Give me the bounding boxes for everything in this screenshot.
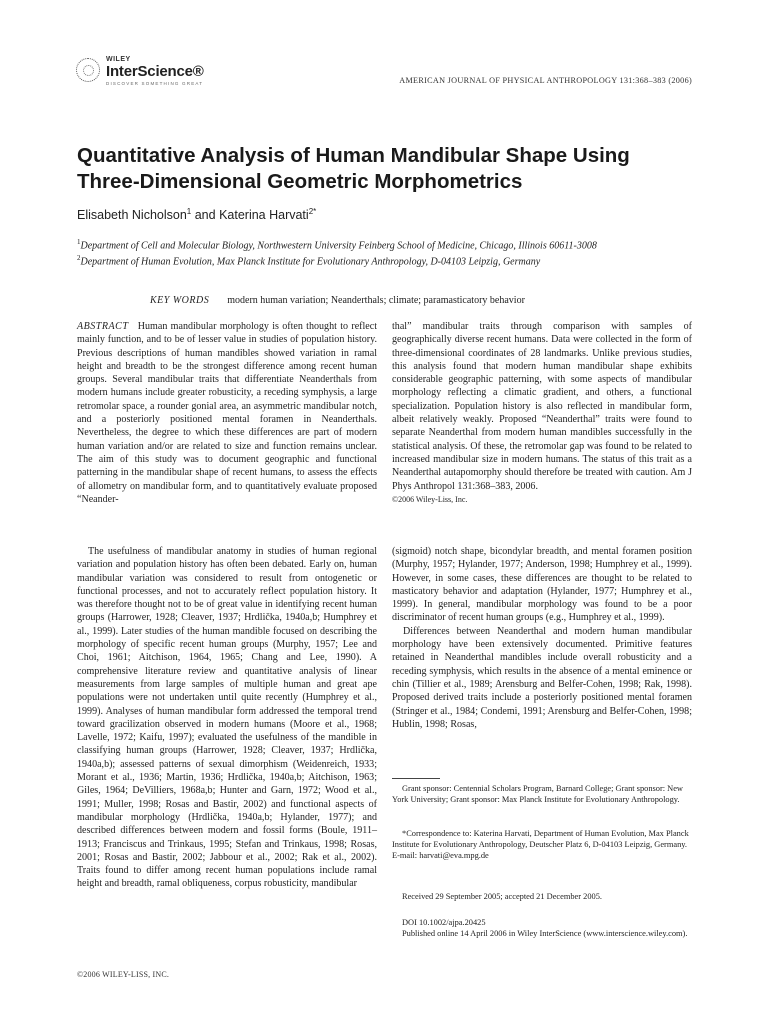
abstract-text-right: thal” mandibular traits through comparison with samples of geographically diverse recent humans. Data were collected in the form of three-dimensional coordinates of 28 landmarks. Unlike previous studies, this analysis found that modern human mandibular shape exhibits considerable geographic patterning, with some aspects of mandibular morphology reflecting a climatic gradient, and others, a functional specialization. Population history is also reflected in mandibular form, albeit relatively weakly. Proposed “Neanderthal” traits were found to separate Neanderthal from modern human mandibles successfully in the statistical analysis. Of these, the retromolar gap was found to be related to increased mandibular size in modern humans. The status of this trait as a Neanderthal autapomorphy should therefore be treated with caution. Am J Phys Anthropol 131:368–383, 2006. <box>392 321 692 492</box>
logo-interscience-text: InterScience® <box>106 63 204 80</box>
keywords-text: modern human variation; Neanderthals; climate; paramasticatory behavior <box>227 295 525 306</box>
keywords-label: KEY WORDS <box>150 295 210 306</box>
body-paragraph: The usefulness of mandibular anatomy in studies of human regional variation and population history has often been debated. Early on, human mandibular variation was considered to result from ontogenetic or functional processes, and not to accurately reflect population history. It was therefore thought not to be of great value in identifying recent human groups (Harrower, 1928; Cleaver, 1937; Hrdlička, 1940a,b; Humphrey et al., 1999). Later studies of the human mandible focused on describing the morphology of specific recent human groups (Murphy, 1957; Lee and Choi, 1961; Aitchison, 1964, 1965; Chang and Lee, 1990). A comprehensive literature review and quantitative analysis of linear measurements from large samples of multiple human and great ape populations were not undertaken until quite recently (Humphrey et al., 1999). Analyses of human mandibular form addressed the temporal trend toward gracilization observed in modern humans (Moore et al., 1968; Lavelle, 1972; Kaifu, 1997); evaluated the usefulness of the mandible in classifying human groups (Harrower, 1928; Cleaver, 1937; Hrdlička, 1940a,b); assessed patterns of sexual dimorphism (Weidenreich, 1933; Morant et al., 1936; Martin, 1936; Hrdlička, 1940a,b; Aitchison, 1963; Giles, 1964; DeVilliers, 1968a,b; Hunter and Garn, 1972; Wood et al., 1991; Muller, 1998; Rosas and Bastir, 2002) and functional aspects of mandibular morphology (Hrdlička, 1940a,b; Hylander, 1977); and described differences between modern and fossil forms (Boule, 1911–1913; Franciscus and Trinkaus, 1995; Stefan and Trinkaus, 1998; Rosas, 2001; Rosas and Bastir, 2002; Jabbour et al., 2002; Rak et al., 2002). Traits found to differ among recent human populations include ramal height and breadth, ramal obliqueness, corpus robusticity, mandibular <box>77 546 377 890</box>
abstract-left-column <box>77 320 377 506</box>
article-title: Quantitative Analysis of Human Mandibular Shape Using Three-Dimensional Geometric Morphometrics <box>77 144 630 193</box>
author-list <box>77 207 316 222</box>
body-left-column <box>77 545 377 891</box>
author-name: Elisabeth Nicholson <box>77 208 187 223</box>
doi-text: DOI 10.1002/ajpa.20425 <box>402 918 486 927</box>
published-text: Published online 14 April 2006 in Wiley InterScience (www.interscience.wiley.com). <box>402 929 688 938</box>
affil-text: Department of Human Evolution, Max Planck Institute for Evolutionary Anthropology, D-04103 Leipzig, Germany <box>80 256 541 268</box>
journal-reference: AMERICAN JOURNAL OF PHYSICAL ANTHROPOLOGY 131:368–383 (2006) <box>399 76 692 85</box>
author-affil-sup: 1 <box>186 207 192 216</box>
logo-circle-icon <box>76 58 100 82</box>
author-name: Katerina Harvati <box>219 208 309 223</box>
publisher-logo <box>76 56 246 90</box>
footnote-divider <box>392 778 440 779</box>
body-right-column <box>392 545 692 731</box>
footnote-correspondence <box>392 828 692 861</box>
affiliation-1 <box>77 236 692 252</box>
affil-sup: 2 <box>77 254 81 263</box>
logo-tagline: DISCOVER SOMETHING GREAT <box>106 81 204 86</box>
correspondence-email: E-mail: harvati@eva.mpg.de <box>392 851 489 860</box>
body-paragraph: Differences between Neanderthal and modern human mandibular morphology have been extensively documented. Primitive features retained in Neanderthal mandibles include overall robusticity and a receding symphysis, which results in the absence of a mental eminence or chin (Tillier et al., 1989; Arensburg and Belfer-Cohen, 1998; Rak, 1998). Proposed derived traits include a posteriorly positioned mental foramen (Stringer et al., 1984; Condemi, 1991; Arensburg and Belfer-Cohen, 1998; Hublin, 1998; Rosas, <box>392 625 692 730</box>
author-conjunction: and <box>191 208 220 223</box>
abstract-copyright: ©2006 Wiley-Liss, Inc. <box>392 494 468 504</box>
affiliation-2 <box>77 252 692 268</box>
affiliations <box>77 236 692 269</box>
affil-sup: 1 <box>77 238 81 246</box>
body-paragraph: (sigmoid) notch shape, bicondylar breadth, and mental foramen position (Murphy, 1957; Hylander, 1977; Anderson, 1998; Humphrey et al., 1999). However, in some cases, these differences are thought to be related to masticatory behavior and adaptation (Hylander, 1977; Humphrey et al., 1999). In general, mandibular morphology was found to be a poor discriminator of recent human groups (e.g., Humphrey et al., 1999). <box>392 546 692 624</box>
page-footer-copyright: ©2006 WILEY-LISS, INC. <box>77 970 170 979</box>
correspondence-address: *Correspondence to: Katerina Harvati, Department of Human Evolution, Max Planck Institute for Evolutionary Anthropology, Deutscher Platz 6, D-04103 Leipzig, Germany. <box>392 829 689 849</box>
abstract-text-left: Human mandibular morphology is often thought to reflect mainly function, and to be of lesser value in studies of population history. Previous descriptions of human mandibles showed variation in ramal height and breadth to be the strongest difference among recent human groups. Several mandibular traits that differentiate Neanderthals from modern humans include greater robusticity, a receding symphysis, a large retromolar space, a rounder gonial area, an asymmetric mandibular notch, and a posteriorly positioned mental foramen in Neanderthals. Nevertheless, the degree to which these differences are part of modern human variation and/or are related to size and function remains unclear. The aim of this study was to document geographic and functional patterning in the mandibular shape of recent humans, to assess the effects of allometry on mandibular form, and to quantitatively evaluate proposed “Neander- <box>77 321 377 505</box>
author-affil-sup: 2* <box>308 207 317 216</box>
affil-text: Department of Cell and Molecular Biology, Northwestern University Feinberg School of Medicine, Chicago, Illinois 60611-3008 <box>80 240 597 252</box>
footnote-doi <box>392 917 692 939</box>
keywords-line <box>150 295 525 306</box>
abstract-right-column <box>392 320 692 506</box>
abstract-label: ABSTRACT <box>77 321 129 332</box>
footnote-grant: Grant sponsor: Centennial Scholars Program, Barnard College; Grant sponsor: New York University; Grant sponsor: Max Planck Institute for Evolutionary Anthropology. <box>392 784 683 804</box>
logo-wiley-text: WILEY <box>106 56 131 63</box>
footnote-received: Received 29 September 2005; accepted 21 December 2005. <box>402 892 602 901</box>
